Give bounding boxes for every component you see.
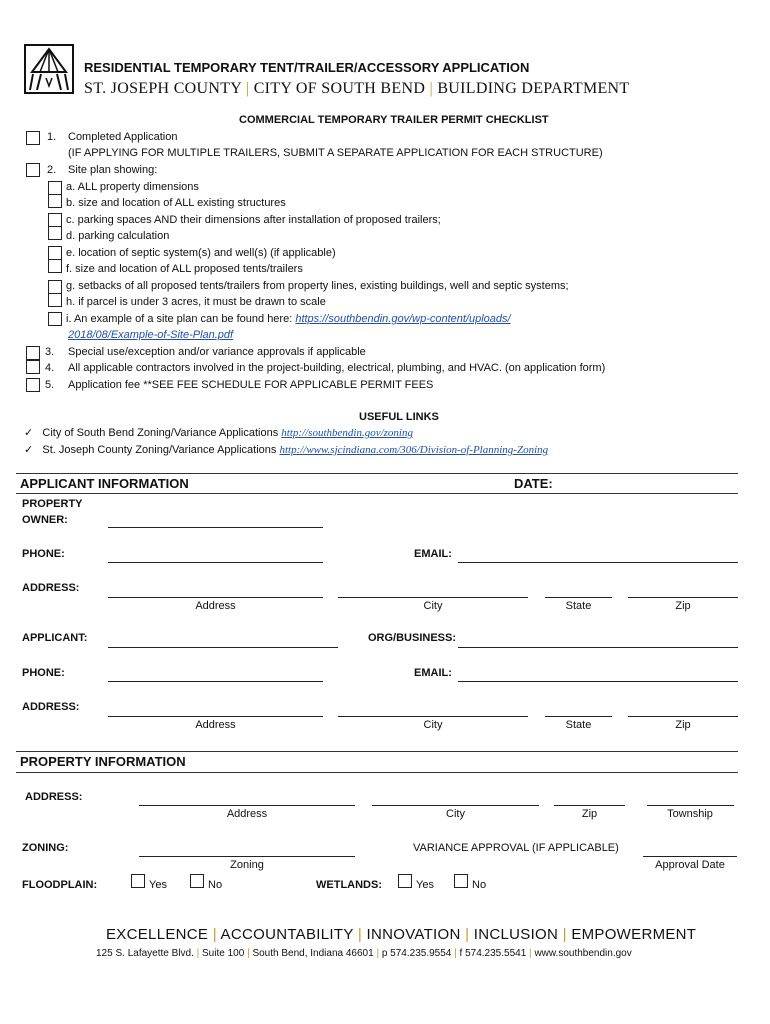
city-zoning-link[interactable]: http://southbendin.gov/zoning — [281, 427, 413, 439]
footer-address: 125 S. Lafayette Blvd. — [96, 948, 194, 959]
owner-zip-caption: Zip — [675, 600, 691, 612]
applicant-section-title: APPLICANT INFORMATION — [20, 476, 189, 491]
city-zoning-label: City of South Bend Zoning/Variance Applications — [42, 427, 279, 439]
org-business-field[interactable] — [458, 647, 738, 648]
checkbox-sub-a[interactable] — [48, 181, 62, 195]
checkbox-sub-e[interactable] — [48, 246, 62, 260]
county-zoning-label: St. Joseph County Zoning/Variance Applications — [42, 444, 277, 456]
zoning-caption: Zoning — [230, 859, 264, 871]
applicant-state-caption: State — [565, 719, 592, 731]
zoning-label: ZONING: — [22, 842, 69, 854]
org-county: ST. JOSEPH COUNTY — [84, 80, 242, 97]
wetlands-yes-checkbox[interactable] — [398, 874, 412, 888]
variance-label: VARIANCE APPROVAL (IF APPLICABLE) — [413, 842, 619, 854]
checkbox-sub-b[interactable] — [48, 194, 62, 208]
checkbox-sub-g[interactable] — [48, 280, 62, 294]
owner-email-field[interactable] — [458, 562, 738, 563]
footer-values: EXCELLENCE | ACCOUNTABILITY | INNOVATION | INCLUSION | EMPOWERMENT — [106, 926, 697, 943]
owner-email-label: EMAIL: — [414, 548, 452, 560]
property-owner-field[interactable] — [108, 527, 323, 528]
owner-state-caption: State — [565, 600, 592, 612]
date-label: DATE: — [514, 476, 553, 491]
item-2-number: 2. — [47, 164, 57, 176]
checkbox-sub-d[interactable] — [48, 226, 62, 240]
footer-city: South Bend, Indiana 46601 — [252, 948, 374, 959]
zoning-field[interactable] — [139, 856, 355, 857]
footer-fax: f 574.235.5541 — [459, 948, 527, 959]
sub-item-i-label: i. An example of a site plan can be found here: — [66, 313, 293, 325]
wetlands-no-label: No — [472, 879, 487, 891]
owner-address-caption: Address — [195, 600, 236, 612]
property-rule-bottom — [16, 772, 738, 773]
org-city: CITY OF SOUTH BEND — [253, 80, 426, 97]
checkbox-item-2[interactable] — [26, 163, 40, 177]
form-title: RESIDENTIAL TEMPORARY TENT/TRAILER/ACCESSORY APPLICATION — [84, 60, 530, 75]
useful-links-title: USEFUL LINKS — [359, 411, 439, 423]
property-city-caption: City — [446, 808, 465, 820]
applicant-address-caption: Address — [195, 719, 236, 731]
site-plan-link-part1[interactable]: https://southbendin.gov/wp-content/uploads/ — [295, 313, 511, 325]
checkbox-sub-h[interactable] — [48, 293, 62, 307]
property-owner-label-2: OWNER: — [22, 514, 68, 526]
sub-item-h: h. if parcel is under 3 acres, it must be drawn to scale — [66, 296, 326, 308]
checkbox-sub-f[interactable] — [48, 259, 62, 273]
approval-date-field[interactable] — [643, 856, 737, 857]
item-2-label: Site plan showing: — [68, 164, 158, 176]
property-zip-field[interactable] — [554, 805, 625, 806]
checkbox-item-4[interactable] — [26, 360, 40, 374]
owner-phone-label: PHONE: — [22, 548, 65, 560]
checkbox-sub-c[interactable] — [48, 213, 62, 227]
value-innovation: INNOVATION — [366, 926, 461, 943]
sub-item-e: e. location of septic system(s) and well(s) (if applicable) — [66, 247, 336, 259]
value-excellence: EXCELLENCE — [106, 926, 209, 943]
checkmark-icon: ✓ — [24, 427, 34, 439]
applicant-email-field[interactable] — [458, 681, 738, 682]
sub-item-d: d. parking calculation — [66, 230, 170, 242]
wetlands-no-checkbox[interactable] — [454, 874, 468, 888]
applicant-phone-field[interactable] — [108, 681, 323, 682]
checklist-title: COMMERCIAL TEMPORARY TRAILER PERMIT CHECKLIST — [239, 114, 549, 126]
applicant-city-caption: City — [423, 719, 443, 731]
item-3-label: Special use/exception and/or variance approvals if applicable — [68, 346, 366, 358]
property-owner-label-1: PROPERTY — [22, 498, 83, 510]
link-row-city — [24, 426, 413, 439]
floodplain-label: FLOODPLAIN: — [22, 879, 98, 891]
section-rule-bottom — [16, 493, 738, 494]
tent-logo-icon — [24, 44, 74, 94]
org-department: BUILDING DEPARTMENT — [437, 80, 630, 97]
item-1-label: Completed Application — [68, 131, 178, 143]
wetlands-yes-label: Yes — [416, 879, 434, 891]
sub-item-b: b. size and location of ALL existing structures — [66, 197, 286, 209]
footer-web[interactable]: www.southbendin.gov — [534, 948, 632, 959]
applicant-state-field[interactable] — [545, 716, 612, 717]
sub-item-c: c. parking spaces AND their dimensions after installation of proposed trailers; — [66, 214, 441, 226]
item-4-number: 4. — [45, 362, 55, 374]
item-3-number: 3. — [45, 346, 55, 358]
sub-item-i — [66, 313, 511, 325]
applicant-address-field[interactable] — [108, 716, 323, 717]
property-township-field[interactable] — [647, 805, 734, 806]
floodplain-no-label: No — [208, 879, 223, 891]
site-plan-link-part2[interactable]: 2018/08/Example-of-Site-Plan.pdf — [68, 329, 234, 341]
value-accountability: ACCOUNTABILITY — [220, 926, 354, 943]
applicant-zip-field[interactable] — [628, 716, 738, 717]
property-township-caption: Township — [667, 808, 713, 820]
footer-contact: 125 S. Lafayette Blvd. | Suite 100 | South Bend, Indiana 46601 | p 574.235.9554 | f 574.235.5541 | www.southbendin.gov — [96, 948, 632, 959]
owner-phone-field[interactable] — [108, 562, 323, 563]
applicant-city-field[interactable] — [338, 716, 528, 717]
owner-city-field[interactable] — [338, 597, 528, 598]
footer-phone: p 574.235.9554 — [381, 948, 452, 959]
section-rule-top — [16, 473, 738, 474]
owner-city-caption: City — [423, 600, 443, 612]
item-5-label: Application fee **SEE FEE SCHEDULE FOR APPLICABLE PERMIT FEES — [68, 379, 434, 391]
org-business-label: ORG/BUSINESS: — [368, 632, 457, 644]
item-5-number: 5. — [45, 379, 55, 391]
owner-address-label: ADDRESS: — [22, 582, 80, 594]
item-1-number: 1. — [47, 131, 57, 143]
property-address-caption: Address — [226, 808, 268, 820]
owner-state-field[interactable] — [545, 597, 612, 598]
county-zoning-link[interactable]: http://www.sjcindiana.com/306/Division-of-Planning-Zoning — [279, 444, 549, 456]
applicant-field[interactable] — [108, 647, 338, 648]
floodplain-no-checkbox[interactable] — [190, 874, 204, 888]
approval-date-caption: Approval Date — [655, 859, 725, 871]
sub-item-f: f. size and location of ALL proposed tents/trailers — [66, 263, 303, 275]
property-address-field[interactable] — [139, 805, 355, 806]
applicant-email-label: EMAIL: — [414, 667, 452, 679]
value-empowerment: EMPOWERMENT — [571, 926, 697, 943]
item-4-label: All applicable contractors involved in the project-building, electrical, plumbing, and HVAC. (on application form) — [68, 362, 606, 374]
sub-item-g: g. setbacks of all proposed tents/trailers from property lines, existing buildings, well and septic systems; — [66, 280, 569, 292]
owner-zip-field[interactable] — [628, 597, 738, 598]
applicant-zip-caption: Zip — [675, 719, 691, 731]
property-address-label: ADDRESS: — [25, 791, 83, 803]
applicant-phone-label: PHONE: — [22, 667, 65, 679]
checkmark-icon: ✓ — [24, 444, 34, 456]
value-inclusion: INCLUSION — [473, 926, 559, 943]
link-row-county — [24, 443, 548, 456]
checkbox-sub-i[interactable] — [48, 312, 62, 326]
property-rule-top — [16, 751, 738, 752]
wetlands-label: WETLANDS: — [316, 879, 382, 891]
footer-suite: Suite 100 — [202, 948, 245, 959]
property-section-title: PROPERTY INFORMATION — [20, 754, 186, 769]
floodplain-yes-label: Yes — [149, 879, 167, 891]
property-zip-caption: Zip — [581, 808, 598, 820]
checkbox-item-3[interactable] — [26, 346, 40, 360]
applicant-label: APPLICANT: — [22, 632, 88, 644]
property-city-field[interactable] — [372, 805, 539, 806]
owner-address-field[interactable] — [108, 597, 323, 598]
checkbox-item-1[interactable] — [26, 131, 40, 145]
applicant-address-label: ADDRESS: — [22, 701, 80, 713]
sub-item-a: a. ALL property dimensions — [66, 181, 199, 193]
floodplain-yes-checkbox[interactable] — [131, 874, 145, 888]
item-1-note: (IF APPLYING FOR MULTIPLE TRAILERS, SUBMIT A SEPARATE APPLICATION FOR EACH STRUCTURE) — [68, 147, 603, 159]
department-banner: ST. JOSEPH COUNTY | CITY OF SOUTH BEND | BUILDING DEPARTMENT — [84, 80, 630, 97]
checkbox-item-5[interactable] — [26, 378, 40, 392]
